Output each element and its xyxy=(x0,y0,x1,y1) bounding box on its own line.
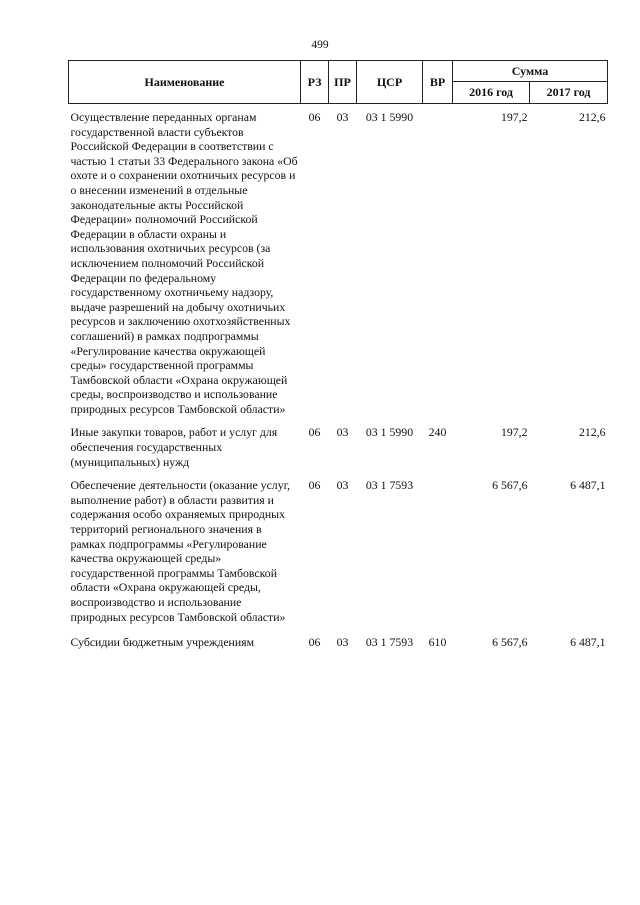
row-sum-2016: 197,2 xyxy=(500,425,528,440)
header-rz: РЗ xyxy=(301,61,329,104)
table-row xyxy=(69,469,608,624)
row-vr xyxy=(423,104,453,417)
row-sum-2017: 6 487,1 xyxy=(570,635,606,650)
row-sum-2016: 6 567,6 xyxy=(492,635,528,650)
row-csr: 03 1 7593 xyxy=(365,635,414,650)
row-name: Субсидии бюджетным учреждениям xyxy=(70,635,255,650)
table-row xyxy=(69,104,608,417)
header-year-2016: 2016 год xyxy=(453,82,530,104)
header-csr: ЦСР xyxy=(357,61,423,104)
header-year-2017: 2017 год xyxy=(530,82,608,104)
table-header xyxy=(69,61,608,104)
row-sum-2017: 6 487,1 xyxy=(570,478,606,493)
row-pr: 03 xyxy=(336,110,349,124)
row-rz: 06 xyxy=(308,425,321,440)
row-sum-2016: 6 567,6 xyxy=(492,478,528,493)
row-vr: 610 xyxy=(428,635,447,650)
row-rz: 06 xyxy=(308,478,321,493)
table-row xyxy=(69,416,608,469)
page-number: 499 xyxy=(311,39,329,51)
row-rz: 06 xyxy=(308,635,321,650)
row-pr: 03 xyxy=(336,425,349,440)
row-csr: 03 1 7593 xyxy=(365,478,414,493)
row-sum-2016: 197,2 xyxy=(500,110,528,124)
row-name: Обеспечение деятельности (оказание услуг, выполнение работ) в области развития и содержания особо охраняемых природных территорий регионального значения в рамках подпрограммы «Регулирование качества окружающей среды» государственной программы Тамбовской области «Охрана окружающей среды, воспроизводство и использование природных ресурсов Тамбовской области» xyxy=(70,478,291,624)
header-name: Наименование xyxy=(69,61,301,104)
header-vr: ВР xyxy=(423,61,453,104)
row-vr xyxy=(423,469,453,624)
row-name: Осуществление переданных органам государственной власти субъектов Российской Федерации в соответствии с частью 1 статьи 33 Федерального закона «Об охоте и о сохранении охотничьих ресурсов и о внесении изменений в отдельные законодательные акты Российской Федерации» полномочий Российской Федерации в области охраны и использования охотничьих ресурсов (за исключением полномочий Российской Федерации по федеральному государственному охотничьему надзору, выдаче разрешений на добычу охотничьих ресурсов и заключению охотхозяйственных соглашений) в рамках подпрограммы «Регулирование качества окружающей среды» государственной программы Тамбовской области «Охрана окружающей среды, воспроизводство и использование природных ресурсов Тамбовской области» xyxy=(70,110,298,416)
header-pr: ПР xyxy=(329,61,357,104)
budget-table xyxy=(68,60,608,650)
row-vr: 240 xyxy=(428,425,447,440)
header-sum: Сумма xyxy=(453,61,608,82)
row-name: Иные закупки товаров, работ и услуг для обеспечения государственных (муниципальных) нужд xyxy=(70,425,278,469)
row-sum-2017: 212,6 xyxy=(578,425,606,440)
row-rz: 06 xyxy=(308,110,321,124)
row-pr: 03 xyxy=(336,635,349,650)
row-pr: 03 xyxy=(336,478,349,493)
table-row xyxy=(69,624,608,650)
row-csr: 03 1 5990 xyxy=(365,425,414,440)
row-sum-2017: 212,6 xyxy=(578,110,606,124)
row-csr: 03 1 5990 xyxy=(365,110,414,124)
